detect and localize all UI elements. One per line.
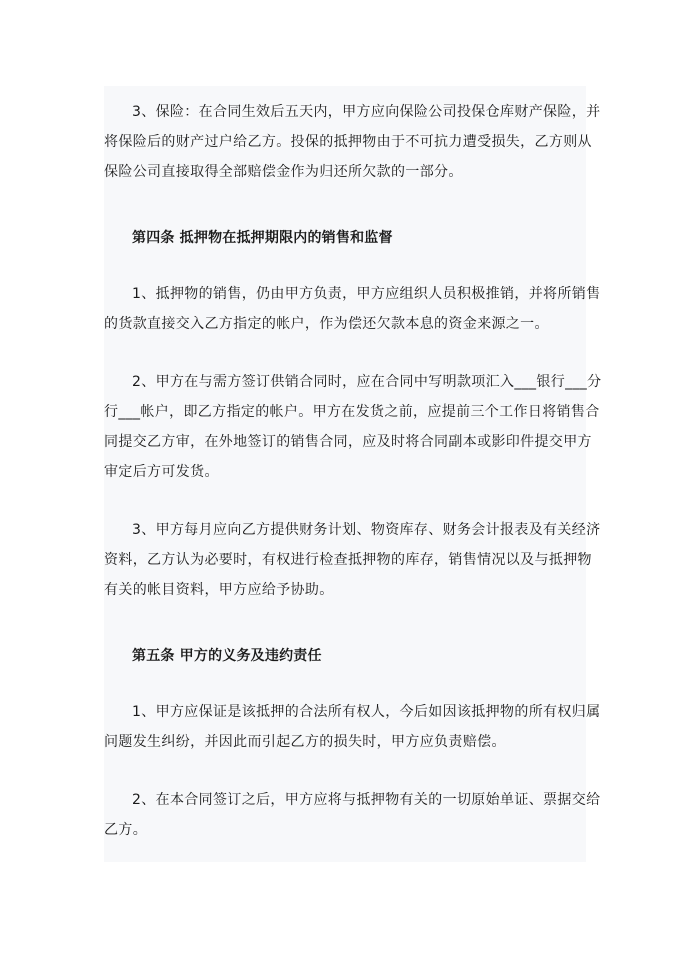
paragraph-sales-contract bbox=[104, 367, 602, 487]
paragraph-financial-reports bbox=[104, 515, 601, 605]
document-body bbox=[104, 86, 602, 862]
paragraph-line: 有关的帐目资料，甲方应给予协助。 bbox=[104, 582, 334, 598]
paragraph-documents bbox=[104, 785, 601, 845]
paragraph-line: 同提交乙方审，在外地签订的销售合同，应及时将合同副本或影印件提交甲方 bbox=[104, 434, 592, 450]
paragraph-line: 2、甲方在与需方签订供销合同时，应在合同中写明款项汇入___银行___分 bbox=[132, 374, 602, 390]
article-4-heading: 第四条 抵押物在抵押期限内的销售和监督 bbox=[132, 230, 393, 246]
paragraph-line: 2、在本合同签订之后，甲方应将与抵押物有关的一切原始单证、票据交给 bbox=[132, 792, 601, 808]
article-5-heading: 第五条 甲方的义务及违约责任 bbox=[132, 648, 322, 664]
paragraph-line: 的货款直接交入乙方指定的帐户，作为偿还欠款本息的资金来源之一。 bbox=[104, 316, 549, 332]
paragraph-line: 资料，乙方认为必要时，有权进行检查抵押物的库存，销售情况以及与抵押物 bbox=[104, 552, 592, 568]
paragraph-line: 3、甲方每月应向乙方提供财务计划、物资库存、财务会计报表及有关经济 bbox=[132, 522, 601, 538]
paragraph-line: 审定后方可发货。 bbox=[104, 464, 219, 480]
paragraph-line: 1、甲方应保证是该抵押的合法所有权人，今后如因该抵押物的所有权归属 bbox=[132, 704, 601, 720]
paragraph-sales bbox=[104, 279, 601, 339]
paragraph-line: 保险公司直接取得全部赔偿金作为归还所欠款的一部分。 bbox=[104, 164, 463, 180]
paragraph-line: 1、抵押物的销售，仍由甲方负责，甲方应组织人员积极推销，并将所销售 bbox=[132, 286, 601, 302]
paragraph-line: 行___帐户，即乙方指定的帐户。甲方在发货之前，应提前三个工作日将销售合 bbox=[104, 404, 600, 420]
paragraph-ownership bbox=[104, 697, 601, 757]
paragraph-line: 3、保险：在合同生效后五天内，甲方应向保险公司投保仓库财产保险，并 bbox=[132, 104, 601, 120]
paragraph-line: 乙方。 bbox=[104, 822, 148, 838]
paragraph-line: 将保险后的财产过户给乙方。投保的抵押物由于不可抗力遭受损失，乙方则从 bbox=[104, 134, 592, 150]
paragraph-line: 问题发生纠纷，并因此而引起乙方的损失时，甲方应负责赔偿。 bbox=[104, 734, 506, 750]
paragraph-insurance bbox=[104, 97, 601, 187]
